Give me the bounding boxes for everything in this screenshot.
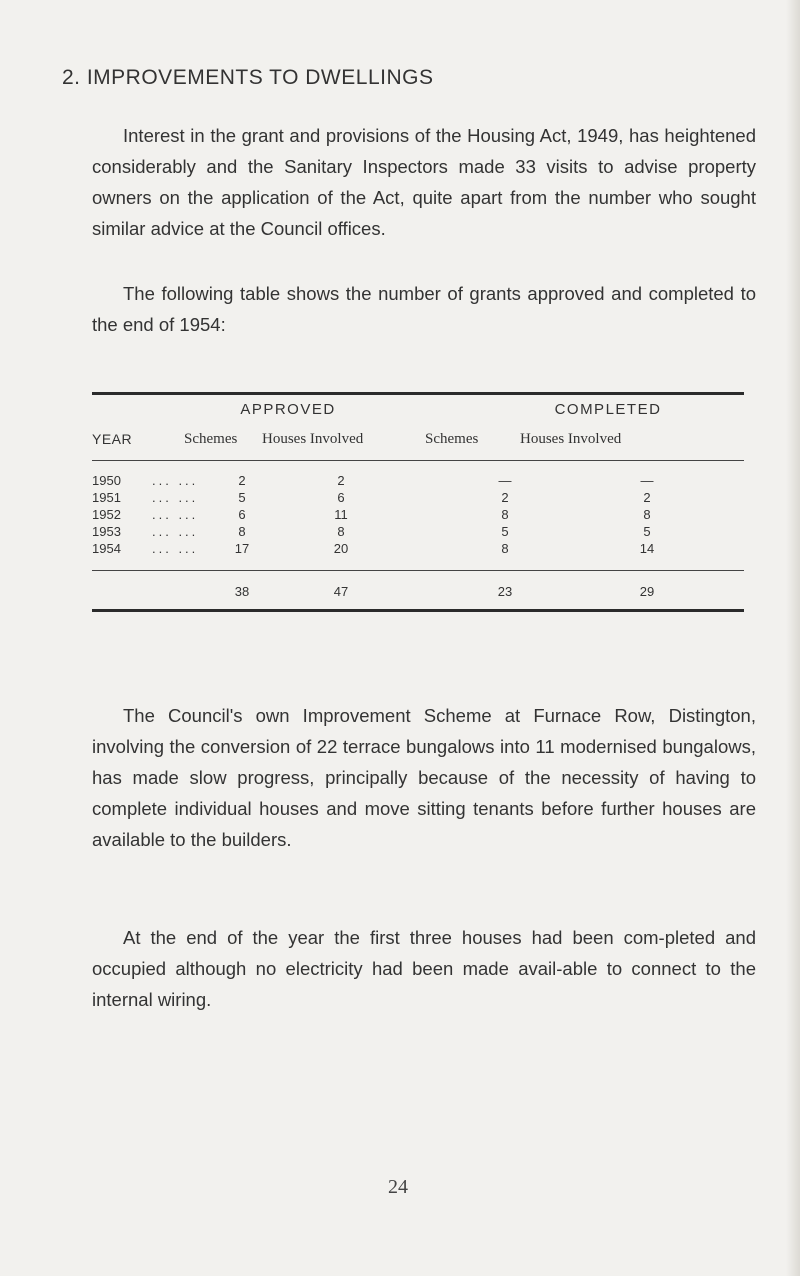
cell-leader: ... ... [152, 490, 199, 505]
section-heading: 2. IMPROVEMENTS TO DWELLINGS [62, 66, 434, 89]
cell-completed-houses: 2 [643, 490, 651, 505]
cell-leader: ... ... [152, 507, 199, 522]
cell-leader: ... ... [152, 473, 199, 488]
header-year: YEAR [92, 431, 133, 447]
table-row [92, 507, 744, 524]
cell-completed-schemes: 8 [501, 541, 509, 556]
cell-year: 1952 [92, 507, 121, 522]
cell-year: 1953 [92, 524, 121, 539]
table-row [92, 490, 744, 507]
cell-approved-houses: 6 [337, 490, 345, 505]
cell-year: 1954 [92, 541, 121, 556]
cell-completed-schemes: 8 [501, 507, 509, 522]
paragraph-table-intro: The following table shows the number of grants approved and completed to the end of 1954: [92, 283, 756, 335]
cell-completed-houses: 5 [643, 524, 651, 539]
cell-completed-schemes: 5 [501, 524, 509, 539]
cell-approved-schemes: 5 [238, 490, 246, 505]
header-completed-houses: Houses Involved [520, 431, 622, 447]
cell-completed-houses: 14 [639, 541, 655, 556]
cell-approved-houses: 8 [337, 524, 345, 539]
paragraph-improvement-scheme: The Council's own Improvement Scheme at Furnace Row, Distington, involving the conversion of 22 terrace bungalows into 11 modernised bungalows, has made slow progress, principally because of the necessity of having to complete individual houses and move sitting tenants before further houses are available to the builders. [92, 705, 756, 850]
table-row [92, 473, 744, 490]
totals-row [92, 571, 744, 609]
page-edge [786, 0, 800, 1276]
table-header [92, 395, 744, 460]
cell-year: 1950 [92, 473, 121, 488]
total-approved-schemes: 38 [234, 584, 250, 599]
cell-approved-houses: 2 [337, 473, 345, 488]
table-body [92, 461, 744, 570]
cell-completed-houses: — [640, 473, 654, 488]
cell-approved-schemes: 2 [238, 473, 246, 488]
header-completed: COMPLETED [554, 401, 662, 418]
cell-approved-schemes: 8 [238, 524, 246, 539]
cell-completed-houses: 8 [643, 507, 651, 522]
page-number: 24 [388, 1176, 408, 1198]
total-completed-houses: 29 [639, 584, 655, 599]
cell-approved-houses: 11 [334, 507, 348, 522]
cell-completed-schemes: — [498, 473, 512, 488]
header-approved-houses: Houses Involved [262, 431, 364, 447]
cell-leader: ... ... [152, 524, 199, 539]
header-approved: APPROVED [240, 401, 336, 418]
table-row [92, 524, 744, 541]
grants-table [92, 392, 744, 612]
table-bottom-rule [92, 609, 744, 612]
paragraph-year-end: At the end of the year the first three houses had been com-pleted and occupied although no electricity had been made avail-able to connect to the internal wiring. [92, 927, 756, 1010]
header-approved-schemes: Schemes [184, 431, 238, 447]
total-approved-houses: 47 [333, 584, 349, 599]
cell-completed-schemes: 2 [501, 490, 509, 505]
cell-year: 1951 [92, 490, 121, 505]
cell-approved-schemes: 17 [234, 541, 250, 556]
table-row [92, 541, 744, 558]
header-completed-schemes: Schemes [425, 431, 479, 447]
total-completed-schemes: 23 [497, 584, 513, 599]
paragraph-housing-act: Interest in the grant and provisions of the Housing Act, 1949, has heightened considerably and the Sanitary Inspectors made 33 visits to advise property owners on the application of the Act, quite apart from the number who sought similar advice at the Council offices. [92, 125, 756, 239]
cell-approved-houses: 20 [333, 541, 349, 556]
cell-leader: ... ... [152, 541, 199, 556]
cell-approved-schemes: 6 [238, 507, 246, 522]
